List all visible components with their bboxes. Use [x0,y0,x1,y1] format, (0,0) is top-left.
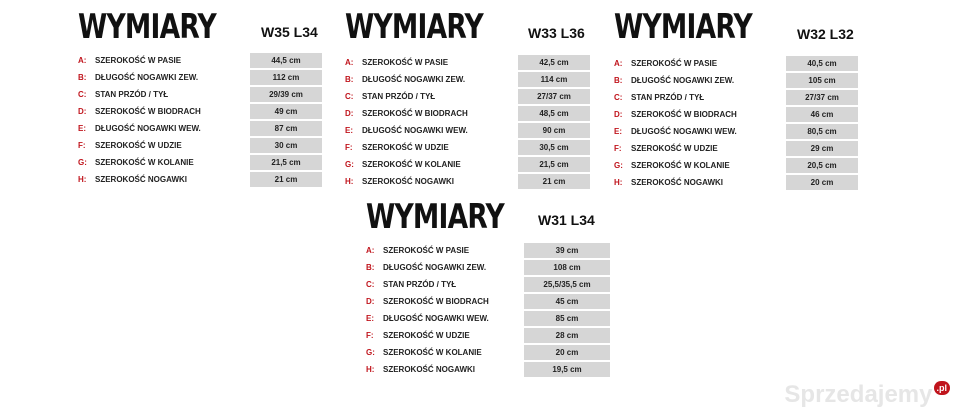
row-label: SZEROKOŚĆ W UDZIE [362,143,449,152]
measurement-row [345,123,605,140]
row-letter: E: [366,314,374,323]
row-label: SZEROKOŚĆ W BIODRACH [631,110,737,119]
table-title: WYMIARY [366,197,504,237]
measurement-row [78,53,338,70]
row-label: DŁUGOŚĆ NOGAWKI WEW. [95,124,201,133]
row-label: SZEROKOŚĆ W PASIE [631,59,718,68]
row-letter: A: [614,59,623,68]
row-letter: G: [614,161,623,170]
table-size-label: W35 L34 [261,24,318,40]
row-label: SZEROKOŚĆ W UDZIE [631,144,718,153]
row-label: SZEROKOŚĆ W KOLANIE [362,160,461,169]
row-letter: F: [345,143,353,152]
row-value: 30,5 cm [518,140,590,155]
row-label: DŁUGOŚĆ NOGAWKI ZEW. [383,263,487,272]
measurement-row [78,87,338,104]
row-letter: D: [366,297,375,306]
row-letter: H: [78,175,87,184]
row-letter: A: [78,56,87,65]
row-letter: H: [614,178,623,187]
size-table-w33-l36 [345,7,595,190]
row-letter: E: [345,126,353,135]
measurement-row [78,70,338,87]
row-value: 20,5 cm [786,158,858,173]
measurement-row [614,124,874,141]
measurement-row [78,155,338,172]
row-value: 21,5 cm [250,155,322,170]
row-label: STAN PRZÓD / TYŁ [383,280,457,289]
row-value: 85 cm [524,311,610,326]
row-letter: G: [345,160,354,169]
row-label: SZEROKOŚĆ W PASIE [383,246,470,255]
row-value: 20 cm [524,345,610,360]
row-letter: E: [78,124,86,133]
row-value: 39 cm [524,243,610,258]
measurement-row [345,89,605,106]
row-letter: B: [345,75,354,84]
row-value: 28 cm [524,328,610,343]
row-letter: B: [614,76,623,85]
measurement-row [366,294,626,311]
size-table-w31-l34 [366,197,616,380]
row-label: SZEROKOŚĆ W PASIE [95,56,182,65]
row-value: 21,5 cm [518,157,590,172]
table-title: WYMIARY [614,7,752,47]
row-label: DŁUGOŚĆ NOGAWKI WEW. [631,127,737,136]
row-letter: E: [614,127,622,136]
row-value: 27/37 cm [786,90,858,105]
row-letter: B: [366,263,375,272]
row-label: DŁUGOŚĆ NOGAWKI ZEW. [95,73,199,82]
row-label: DŁUGOŚĆ NOGAWKI WEW. [383,314,489,323]
row-value: 46 cm [786,107,858,122]
size-table-w35-l34 [78,7,328,190]
row-label: SZEROKOŚĆ W KOLANIE [631,161,730,170]
row-letter: C: [366,280,375,289]
row-label: STAN PRZÓD / TYŁ [95,90,169,99]
row-value: 105 cm [786,73,858,88]
measurement-row [614,73,874,90]
row-label: SZEROKOŚĆ W UDZIE [95,141,182,150]
row-letter: H: [345,177,354,186]
row-label: SZEROKOŚĆ NOGAWKI [631,178,724,187]
measurement-row [366,362,626,379]
row-value: 108 cm [524,260,610,275]
row-label: SZEROKOŚĆ W PASIE [362,58,449,67]
measurement-row [345,72,605,89]
watermark-text: Sprzedajemy [784,381,933,408]
row-label: STAN PRZÓD / TYŁ [631,93,705,102]
watermark-suffix: .pl [934,381,951,395]
measurement-row [366,260,626,277]
measurement-row [78,172,338,189]
row-letter: C: [78,90,87,99]
row-letter: B: [78,73,87,82]
row-value: 87 cm [250,121,322,136]
measurement-row [366,328,626,345]
measurement-row [366,277,626,294]
row-value: 48,5 cm [518,106,590,121]
row-letter: H: [366,365,375,374]
row-label: SZEROKOŚĆ W KOLANIE [383,348,482,357]
row-label: SZEROKOŚĆ NOGAWKI [362,177,455,186]
row-value: 25,5/35,5 cm [524,277,610,292]
row-value: 27/37 cm [518,89,590,104]
row-value: 112 cm [250,70,322,85]
row-letter: G: [366,348,375,357]
measurement-row [614,107,874,124]
measurement-row [614,90,874,107]
row-value: 30 cm [250,138,322,153]
row-label: SZEROKOŚĆ W UDZIE [383,331,470,340]
measurement-row [366,311,626,328]
row-letter: C: [345,92,354,101]
row-label: DŁUGOŚĆ NOGAWKI ZEW. [631,76,735,85]
measurement-row [78,138,338,155]
table-size-label: W32 L32 [797,26,854,42]
size-table-w32-l32 [614,7,864,190]
row-letter: D: [78,107,87,116]
row-value: 44,5 cm [250,53,322,68]
row-value: 42,5 cm [518,55,590,70]
row-value: 29/39 cm [250,87,322,102]
measurement-row [78,121,338,138]
row-label: DŁUGOŚĆ NOGAWKI WEW. [362,126,468,135]
row-label: SZEROKOŚĆ W BIODRACH [95,107,201,116]
measurement-row [614,175,874,192]
row-value: 40,5 cm [786,56,858,71]
measurement-row [614,141,874,158]
row-letter: A: [366,246,375,255]
measurement-row [366,243,626,260]
measurement-row [345,157,605,174]
row-letter: D: [614,110,623,119]
sprzedajemy-watermark [784,381,950,409]
row-letter: D: [345,109,354,118]
row-label: SZEROKOŚĆ NOGAWKI [383,365,476,374]
row-value: 49 cm [250,104,322,119]
row-label: SZEROKOŚĆ NOGAWKI [95,175,188,184]
row-value: 80,5 cm [786,124,858,139]
row-letter: G: [78,158,87,167]
measurement-row [366,345,626,362]
row-label: DŁUGOŚĆ NOGAWKI ZEW. [362,75,466,84]
row-value: 21 cm [250,172,322,187]
row-value: 29 cm [786,141,858,156]
row-letter: A: [345,58,354,67]
measurement-row [345,174,605,191]
row-letter: F: [614,144,622,153]
measurement-row [614,158,874,175]
table-title: WYMIARY [345,7,483,47]
row-value: 90 cm [518,123,590,138]
row-letter: F: [78,141,86,150]
measurement-row [78,104,338,121]
row-label: SZEROKOŚĆ W KOLANIE [95,158,194,167]
row-label: SZEROKOŚĆ W BIODRACH [362,109,468,118]
table-size-label: W31 L34 [538,212,595,228]
row-label: STAN PRZÓD / TYŁ [362,92,436,101]
measurement-row [345,140,605,157]
measurement-row [614,56,874,73]
row-label: SZEROKOŚĆ W BIODRACH [383,297,489,306]
row-value: 114 cm [518,72,590,87]
row-letter: F: [366,331,374,340]
measurement-row [345,106,605,123]
row-value: 20 cm [786,175,858,190]
row-value: 21 cm [518,174,590,189]
table-title: WYMIARY [78,7,216,47]
row-letter: C: [614,93,623,102]
row-value: 45 cm [524,294,610,309]
measurement-row [345,55,605,72]
table-size-label: W33 L36 [528,25,585,41]
row-value: 19,5 cm [524,362,610,377]
